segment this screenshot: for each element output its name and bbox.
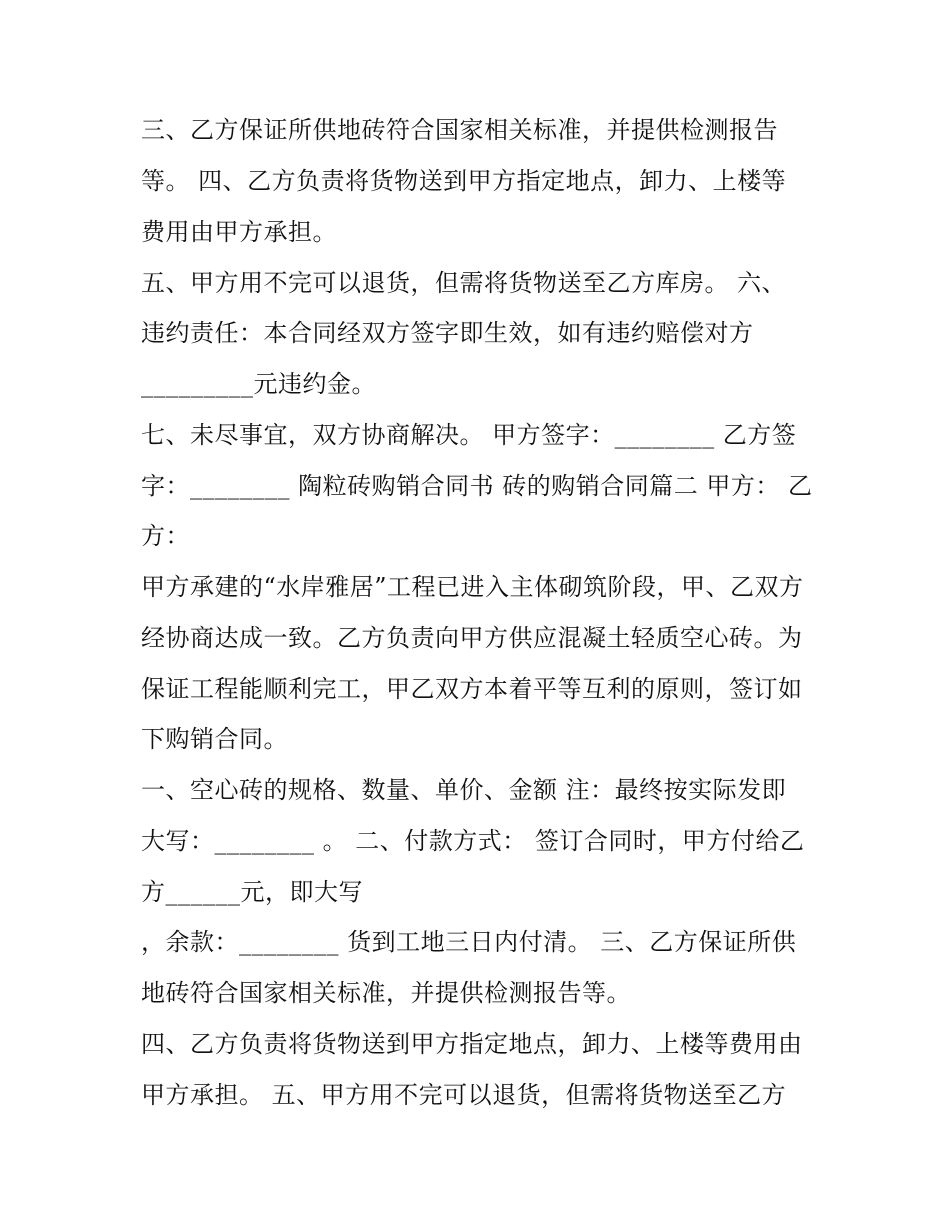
text-line: 一、空心砖的规格、数量、单价、金额 注：最终按实际发即 <box>141 776 787 804</box>
text-line: 字：________ 陶粒砖购销合同书 砖的购销合同篇二 甲方： 乙 <box>141 472 813 500</box>
text-line: 四、乙方负责将货物送到甲方指定地点，卸力、上楼等费用由 <box>141 1030 803 1058</box>
text-line: 费用由甲方承担。 <box>141 218 337 246</box>
text-line: 保证工程能顺利完工，甲乙双方本着平等互利的原则，签订如 <box>141 675 803 703</box>
text-line: 等。 四、乙方负责将货物送到甲方指定地点，卸力、上楼等 <box>141 167 787 195</box>
text-line: 三、乙方保证所供地砖符合国家相关标准，并提供检测报告 <box>141 116 778 144</box>
text-line: 甲方承担。 五、甲方用不完可以退货，但需将货物送至乙方 <box>141 1081 787 1109</box>
text-line: 经协商达成一致。乙方负责向甲方供应混凝土轻质空心砖。为 <box>141 624 803 652</box>
text-line: 方______元，即大写 <box>141 878 363 906</box>
text-line: 方： <box>141 522 190 550</box>
text-line: 违约责任：本合同经双方签字即生效，如有违约赔偿对方 <box>141 319 754 347</box>
text-line: 甲方承建的“水岸雅居”工程已进入主体砌筑阶段，甲、乙双方 <box>141 573 804 601</box>
text-line: _________元违约金。 <box>141 370 376 398</box>
text-line: 大写：________ 。 二、付款方式： 签订合同时，甲方付给乙 <box>141 827 805 855</box>
text-line: 七、未尽事宜，双方协商解决。 甲方签字：________ 乙方签 <box>141 421 797 449</box>
text-line: 下购销合同。 <box>141 725 288 753</box>
text-line: 五、甲方用不完可以退货，但需将货物送至乙方库房。 六、 <box>141 269 787 297</box>
text-line: 地砖符合国家相关标准，并提供检测报告等。 <box>141 979 631 1007</box>
text-line: ，余款：________ 货到工地三日内付清。 三、乙方保证所供 <box>141 928 797 956</box>
